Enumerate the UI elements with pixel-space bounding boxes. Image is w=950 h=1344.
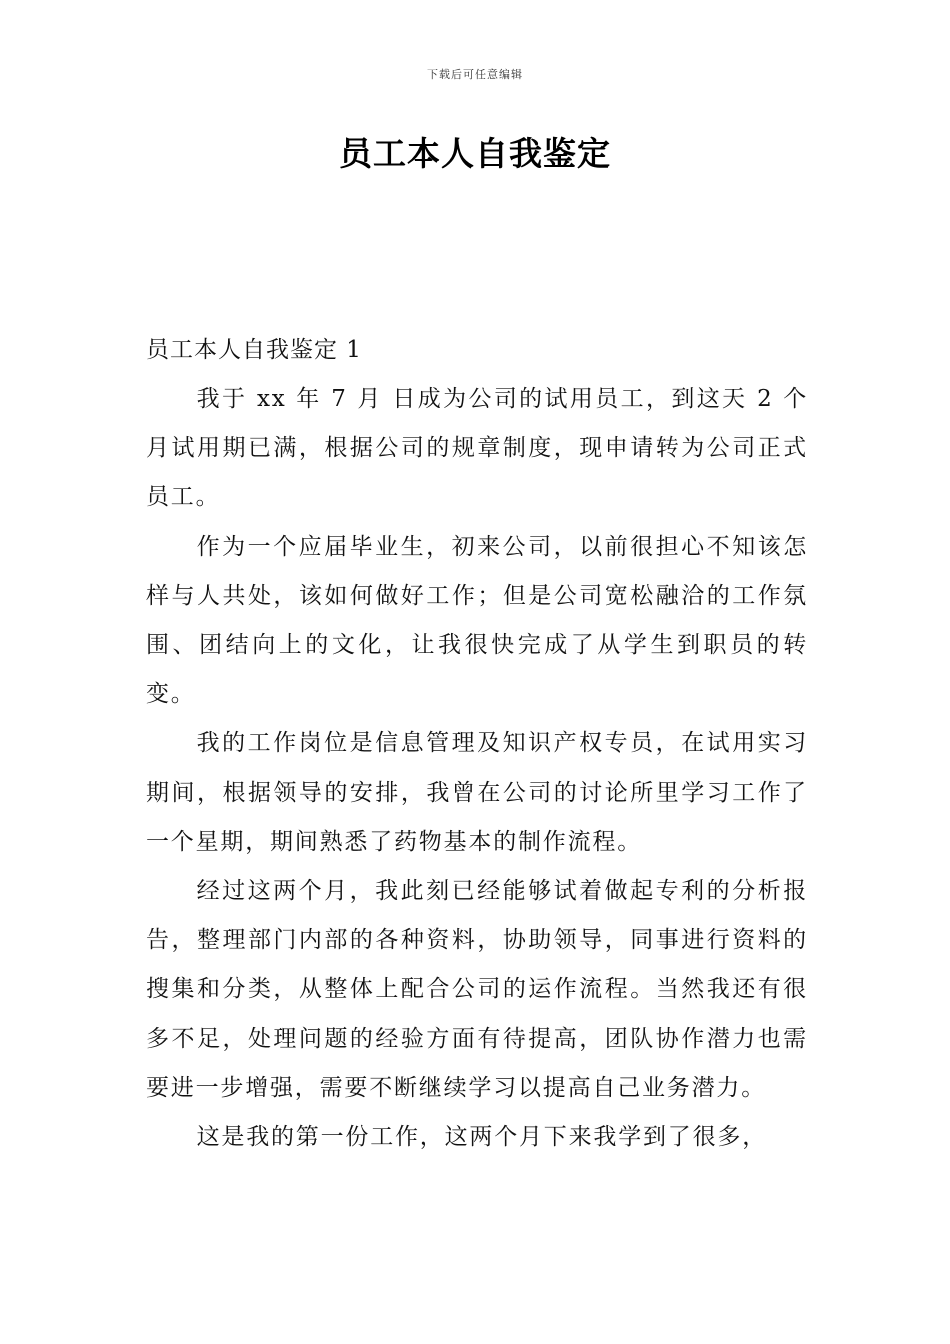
paragraph: 经过这两个月，我此刻已经能够试着做起专利的分析报告，整理部门内部的各种资料，协助领导，同事进行资料的搜集和分类，从整体上配合公司的运作流程。当然我还有很多不足，处理问题的经验方面有待提高，团队协作潜力也需要进一步增强，需要不断继续学习以提高自己业务潜力。	[146, 878, 808, 1101]
paragraph: 我于 xx 年 7 月 日成为公司的试用员工，到这天 2 个月试用期已满，根据公司的规章制度，现申请转为公司正式员工。	[146, 386, 808, 511]
section-heading: 员工本人自我鉴定 1	[146, 337, 362, 363]
document-body	[146, 326, 808, 1162]
paragraph: 我的工作岗位是信息管理及知识产权专员，在试用实习期间，根据领导的安排，我曾在公司的讨论所里学习工作了一个星期，期间熟悉了药物基本的制作流程。	[146, 730, 808, 855]
document-title: 员工本人自我鉴定	[339, 134, 611, 173]
paragraph: 作为一个应届毕业生，初来公司，以前很担心不知该怎样与人共处，该如何做好工作；但是公司宽松融洽的工作氛围、团结向上的文化，让我很快完成了从学生到职员的转变。	[146, 533, 808, 708]
paragraph: 这是我的第一份工作，这两个月下来我学到了很多，	[196, 1124, 767, 1151]
header-note: 下载后可任意编辑	[427, 68, 523, 81]
